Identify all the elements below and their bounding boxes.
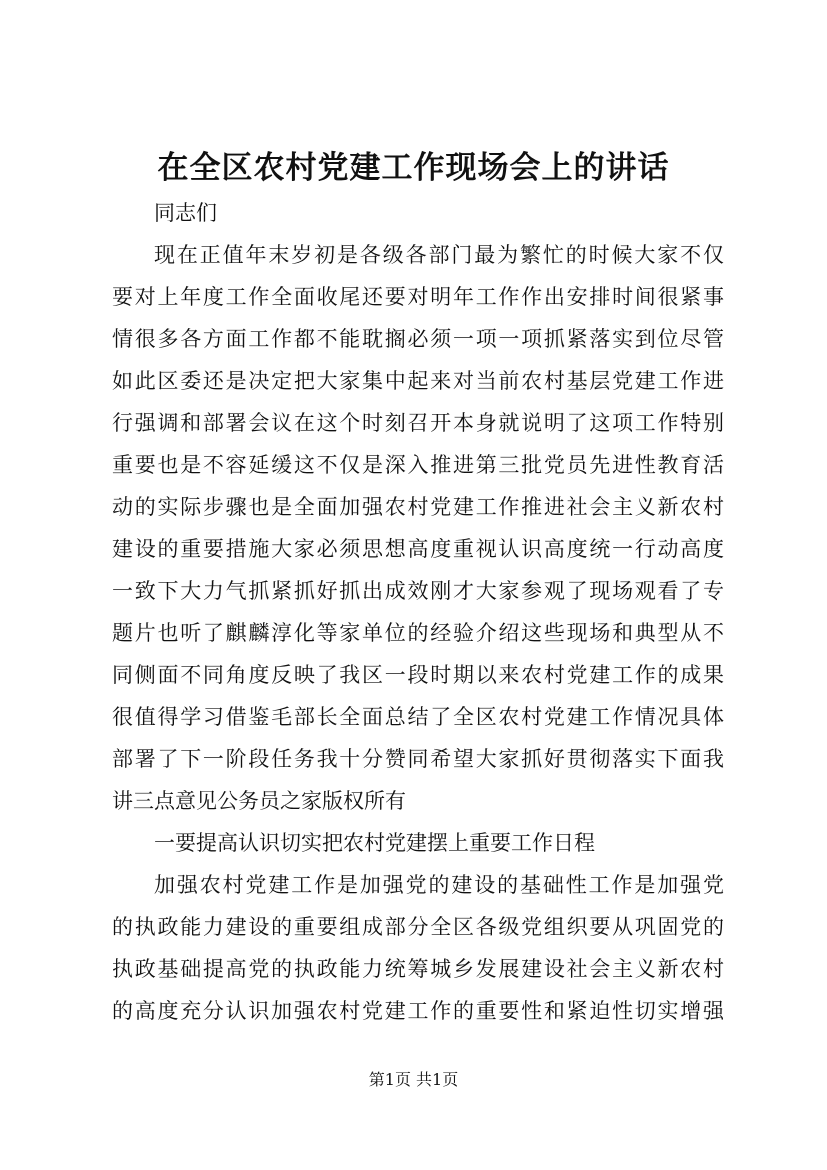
salutation: 同志们 (154, 201, 217, 225)
paragraph-line: 很值得学习借鉴毛部长全面总结了全区农村党建工作情况具体 (112, 705, 724, 729)
paragraph-line: 讲三点意见公务员之家版权所有 (112, 789, 406, 813)
paragraph-line: 情很多各方面工作都不能耽搁必须一项一项抓紧落实到位尽管 (112, 327, 724, 351)
page-footer: 第1页 共1页 (368, 1070, 459, 1089)
paragraph-line: 重要也是不容延缓这不仅是深入推进第三批党员先进性教育活 (112, 453, 724, 477)
paragraph-line: 加强农村党建工作是加强党的建设的基础性工作是加强党 (154, 873, 724, 897)
section-heading: 一要提高认识切实把农村党建摆上重要工作日程 (154, 831, 595, 855)
document-title: 在全区农村党建工作现场会上的讲话 (157, 150, 670, 186)
paragraph-line: 行强调和部署会议在这个时刻召开本身就说明了这项工作特别 (112, 411, 724, 435)
paragraph-line: 如此区委还是决定把大家集中起来对当前农村基层党建工作进 (112, 369, 724, 393)
paragraph-line: 现在正值年末岁初是各级各部门最为繁忙的时候大家不仅 (154, 243, 724, 267)
paragraph-line: 建设的重要措施大家必须思想高度重视认识高度统一行动高度 (112, 537, 724, 561)
paragraph-line: 动的实际步骤也是全面加强农村党建工作推进社会主义新农村 (112, 495, 724, 519)
paragraph-line: 的执政能力建设的重要组成部分全区各级党组织要从巩固党的 (112, 915, 724, 939)
paragraph-line: 同侧面不同角度反映了我区一段时期以来农村党建工作的成果 (112, 663, 724, 687)
paragraph-line: 部署了下一阶段任务我十分赞同希望大家抓好贯彻落实下面我 (112, 747, 724, 771)
document-body (112, 192, 724, 1032)
paragraph-line: 要对上年度工作全面收尾还要对明年工作作出安排时间很紧事 (112, 285, 724, 309)
paragraph-line: 一致下大力气抓紧抓好抓出成效刚才大家参观了现场观看了专 (112, 579, 724, 603)
paragraph-line: 的高度充分认识加强农村党建工作的重要性和紧迫性切实增强 (112, 999, 724, 1023)
paragraph-line: 执政基础提高党的执政能力统筹城乡发展建设社会主义新农村 (112, 957, 724, 981)
paragraph-line: 题片也听了麒麟淳化等家单位的经验介绍这些现场和典型从不 (112, 621, 724, 645)
